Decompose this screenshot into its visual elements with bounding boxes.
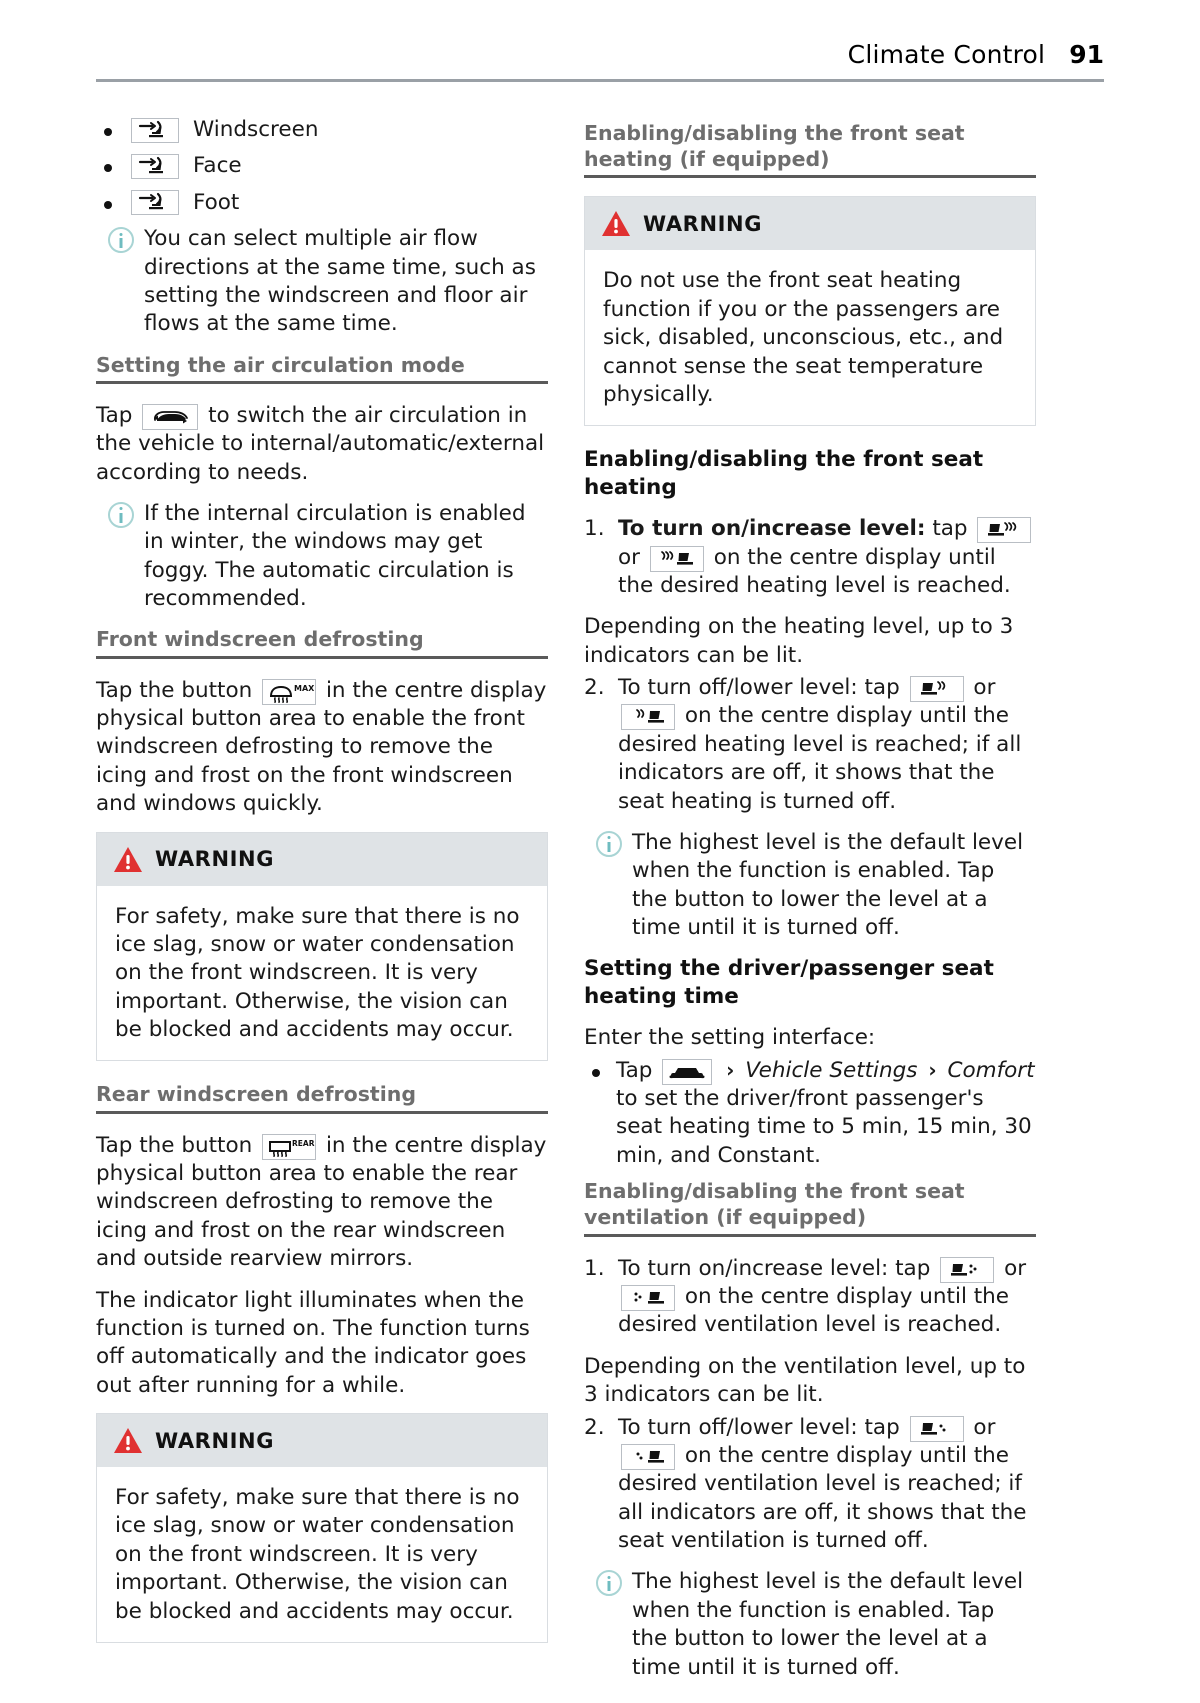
warning-box-front-defrost bbox=[96, 832, 548, 1062]
step-text-after: on the centre display until the desired ventilation level is reached. bbox=[618, 1284, 1010, 1338]
warning-title: WARNING bbox=[155, 1428, 275, 1453]
info-icon bbox=[596, 1570, 622, 1596]
seat-heating-backrest-decrease-icon bbox=[621, 704, 675, 730]
page-header bbox=[96, 40, 1104, 79]
seat-heating-backrest-icon bbox=[650, 546, 704, 572]
paragraph-front-defrost bbox=[96, 677, 548, 819]
front-defrost-max-icon bbox=[262, 679, 316, 705]
settings-path-vehicle-settings: Vehicle Settings bbox=[745, 1057, 918, 1083]
step-or-word: or bbox=[618, 544, 640, 570]
note-text: The highest level is the default level when the function is enabled. Tap the button to lower the level at a time until it is turned off. bbox=[632, 829, 1024, 941]
two-column-body bbox=[96, 116, 1104, 1695]
note-airflow bbox=[96, 225, 548, 339]
text-before-icon: Tap the button bbox=[96, 677, 253, 703]
airflow-direction-list bbox=[96, 116, 548, 217]
step-text: To turn off/lower level: tap bbox=[618, 675, 900, 701]
warning-box-rear-defrost bbox=[96, 1413, 548, 1643]
list-item-label: Face bbox=[193, 153, 242, 179]
warning-body bbox=[585, 250, 1035, 425]
left-column bbox=[96, 116, 548, 1663]
settings-text-after: to set the driver/front passenger's seat heating time to 5 min, 15 min, 30 min, and Constant. bbox=[616, 1086, 1032, 1168]
note-ventilation bbox=[584, 1568, 1036, 1682]
page-number: 91 bbox=[1069, 40, 1104, 69]
note-text: The highest level is the default level when the function is enabled. Tap the button to lower the level at a time until it is turned off. bbox=[632, 1569, 1024, 1680]
svg-text:REAR: REAR bbox=[292, 1138, 315, 1148]
air-recirculation-icon bbox=[142, 404, 198, 430]
seat-ventilation-decrease-icon bbox=[910, 1416, 964, 1442]
header-divider bbox=[96, 79, 1104, 82]
chevron-right-icon: › bbox=[928, 1057, 937, 1082]
page-title: Climate Control bbox=[847, 40, 1046, 69]
list-item-label: Windscreen bbox=[193, 117, 319, 142]
warning-header bbox=[585, 197, 1035, 250]
rear-defrost-icon bbox=[262, 1134, 316, 1160]
paragraph-enter-setting: Enter the setting interface: bbox=[584, 1025, 876, 1051]
warning-body bbox=[97, 1467, 547, 1642]
note-heating bbox=[584, 829, 1036, 943]
text-after-icon: in the centre display physical button area to enable the rear windscreen defrosting to remove the icing and frost on the rear windscreen and outside rearview mirrors. bbox=[96, 1132, 547, 1272]
warning-body bbox=[97, 886, 547, 1061]
warning-title: WARNING bbox=[643, 211, 763, 236]
list-item bbox=[584, 515, 1036, 600]
svg-text:MAX: MAX bbox=[294, 683, 315, 693]
airflow-foot-icon bbox=[131, 190, 179, 215]
subheading-seat-heating-time: Setting the driver/passenger seat heating time bbox=[584, 956, 994, 1010]
seat-heating-increase-icon bbox=[977, 517, 1031, 543]
section-heading-air-circulation: Setting the air circulation mode bbox=[96, 352, 548, 384]
warning-text: For safety, make sure that there is no ice slag, snow or water condensation on the front windscreen. It is very important. Otherwise, the vision can be blocked and accidents may occur. bbox=[115, 1485, 520, 1624]
info-icon bbox=[108, 502, 134, 528]
settings-path-list bbox=[584, 1057, 1036, 1171]
step-text: To turn on/increase level: tap bbox=[618, 1255, 931, 1281]
warning-triangle-icon bbox=[601, 210, 631, 237]
text-before-icon: Tap bbox=[96, 402, 133, 428]
list-item bbox=[584, 1414, 1036, 1556]
list-item-label: Foot bbox=[193, 189, 240, 215]
chevron-right-icon: › bbox=[726, 1057, 735, 1082]
info-icon bbox=[108, 227, 134, 253]
airflow-windscreen-icon bbox=[131, 118, 179, 143]
section-heading-seat-ventilation: Enabling/disabling the front seat ventilation (if equipped) bbox=[584, 1178, 1036, 1236]
seat-heating-steps-2 bbox=[584, 674, 1036, 816]
seat-ventilation-backrest-decrease-icon bbox=[621, 1444, 675, 1470]
list-item bbox=[584, 1057, 1036, 1171]
seat-heating-steps bbox=[584, 515, 1036, 600]
airflow-face-icon bbox=[131, 154, 179, 179]
list-item bbox=[96, 189, 548, 217]
note-circulation bbox=[96, 500, 548, 614]
paragraph-heating-depending: Depending on the heating level, up to 3 indicators can be lit. bbox=[584, 614, 1014, 668]
step-text-after: on the centre display until the desired heating level is reached; if all indicators are off, it shows that the seat heating is turned off. bbox=[618, 703, 1022, 814]
text-after-icon: to switch the air circulation in the vehicle to internal/automatic/external according to needs. bbox=[96, 402, 545, 485]
paragraph-rear-defrost-indicator: The indicator light illuminates when the function is turned on. The function turns off automatically and the indicator goes out after running for a while. bbox=[96, 1287, 530, 1398]
warning-header bbox=[97, 833, 547, 886]
list-item bbox=[584, 674, 1036, 816]
warning-text: For safety, make sure that there is no ice slag, snow or water condensation on the front windscreen. It is very important. Otherwise, the vision can be blocked and accidents may occur. bbox=[115, 903, 520, 1043]
warning-triangle-icon bbox=[113, 1427, 143, 1454]
vehicle-front-icon bbox=[662, 1059, 712, 1085]
right-column bbox=[584, 116, 1036, 1695]
warning-header bbox=[97, 1414, 547, 1467]
list-item bbox=[584, 1255, 1036, 1340]
note-text: You can select multiple air flow directions at the same time, such as setting the windscreen and floor air flows at the same time. bbox=[144, 226, 536, 337]
section-heading-rear-defrost: Rear windscreen defrosting bbox=[96, 1081, 548, 1113]
seat-ventilation-backrest-icon bbox=[621, 1285, 675, 1311]
warning-text: Do not use the front seat heating function if you or the passengers are sick, disabled, unconscious, etc., and cannot sense the seat temperature physically. bbox=[603, 268, 1004, 407]
step-label: To turn on/increase level: bbox=[618, 516, 926, 542]
warning-triangle-icon bbox=[113, 846, 143, 873]
seat-ventilation-steps bbox=[584, 1255, 1036, 1340]
paragraph-rear-defrost bbox=[96, 1132, 548, 1274]
section-heading-front-defrost: Front windscreen defrosting bbox=[96, 626, 548, 658]
settings-path-comfort: Comfort bbox=[947, 1057, 1035, 1083]
step-text: To turn off/lower level: tap bbox=[618, 1414, 900, 1440]
step-or-word: or bbox=[1004, 1255, 1027, 1281]
paragraph-air-circulation bbox=[96, 402, 548, 487]
step-text-after: on the centre display until the desired ventilation level is reached; if all indicators are off, it shows that the seat ventilation is turned off. bbox=[618, 1442, 1027, 1554]
warning-title: WARNING bbox=[155, 847, 275, 872]
list-item bbox=[96, 116, 548, 144]
seat-ventilation-increase-icon bbox=[940, 1257, 994, 1283]
subheading-seat-heating: Enabling/disabling the front seat heating bbox=[584, 447, 984, 501]
info-icon bbox=[596, 831, 622, 857]
warning-box-seat-heating bbox=[584, 196, 1036, 426]
section-heading-seat-heating: Enabling/disabling the front seat heating (if equipped) bbox=[584, 120, 1036, 178]
step-or-word: or bbox=[973, 1414, 996, 1440]
seat-heating-decrease-icon bbox=[910, 676, 964, 702]
seat-ventilation-steps-2 bbox=[584, 1414, 1036, 1556]
step-tap-word: tap bbox=[932, 516, 968, 542]
text-before-icon: Tap the button bbox=[96, 1132, 253, 1158]
step-or-word: or bbox=[973, 675, 996, 701]
list-item bbox=[96, 152, 548, 180]
note-text: If the internal circulation is enabled in winter, the windows may get foggy. The automatic circulation is recommended. bbox=[144, 500, 526, 612]
paragraph-ventilation-depending: Depending on the ventilation level, up to 3 indicators can be lit. bbox=[584, 1353, 1026, 1408]
tap-word: Tap bbox=[616, 1057, 653, 1083]
text-after-icon: in the centre display physical button area to enable the front windscreen defrosting to remove the icing and frost on the front windscreen and windows quickly. bbox=[96, 677, 547, 817]
step-text-after: on the centre display until the desired heating level is reached. bbox=[618, 544, 1011, 598]
